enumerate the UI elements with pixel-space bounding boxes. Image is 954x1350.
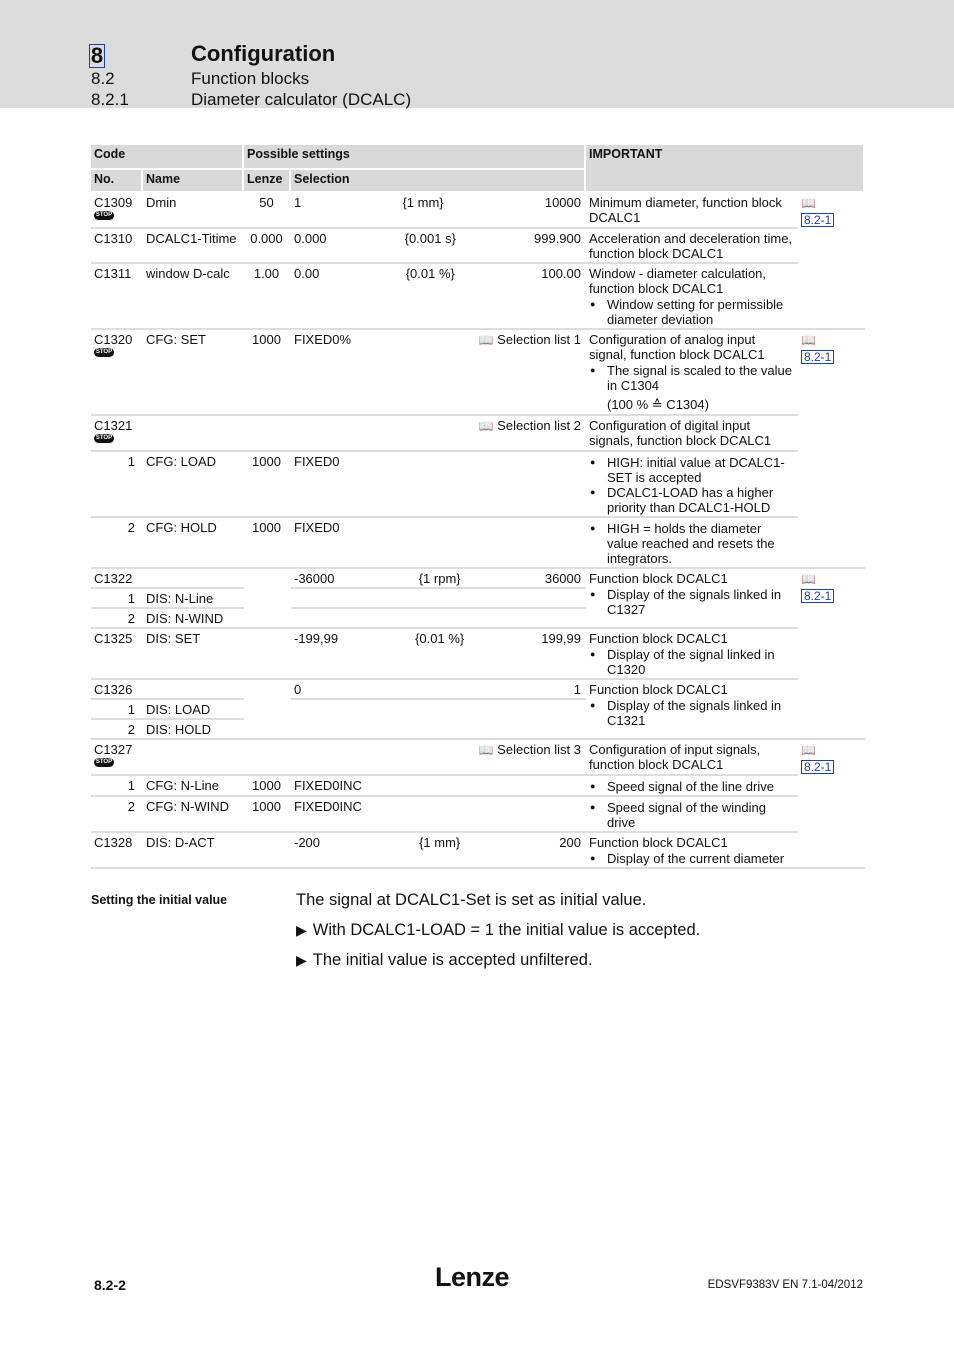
lenze-cell: 0.000 — [243, 228, 290, 263]
reference-cell — [797, 568, 864, 628]
name-cell: DCALC1-Titime — [142, 228, 243, 263]
important-cell — [585, 451, 797, 517]
list-item: ● HIGH = holds the diameter value reached and resets the integrators. — [607, 521, 793, 566]
important-cell: Configuration of input signals, function block DCALC1 — [585, 739, 797, 775]
initial-value-text: The signal at DCALC1-Set is set as initial value. — [296, 891, 647, 909]
list-item: ● Speed signal of the line drive — [607, 779, 793, 794]
reference-cell — [797, 329, 864, 415]
table-row — [91, 832, 864, 868]
table-row — [91, 228, 864, 263]
section-title: Function blocks — [191, 69, 310, 88]
lenze-cell: 50 — [243, 192, 290, 228]
subcode-cell: 1 — [91, 451, 142, 517]
selection-cell: FIXED0% 📖 Selection list 1 — [290, 329, 585, 415]
book-icon: 📖 — [478, 333, 494, 347]
table-row — [91, 451, 864, 517]
code-cell: C1320 STOP — [91, 329, 142, 415]
table-row — [91, 796, 864, 832]
reference-link[interactable]: 8.2-1 — [801, 589, 834, 603]
important-cell: Function block DCALC1 ● Display of the signals linked in C1321 — [585, 679, 797, 739]
selection-cell: FIXED0 — [290, 451, 585, 517]
table-row — [91, 263, 864, 329]
code-cell: C1325 — [91, 628, 142, 679]
page-header — [0, 0, 954, 108]
arrow-right-icon: ▶ — [296, 952, 307, 968]
name-cell: DIS: LOAD — [142, 699, 243, 719]
important-cell — [585, 775, 797, 796]
reference-link[interactable]: 8.2-1 — [801, 760, 834, 774]
initial-value-bullet: ▶ The initial value is accepted unfiltered. — [296, 951, 593, 969]
subcode-cell: 2 — [91, 517, 142, 568]
list-item: ● HIGH: initial value at DCALC1-SET is accepted — [607, 455, 793, 485]
book-icon: 📖 — [801, 333, 816, 347]
subsection-number: 8.2.1 — [91, 90, 129, 109]
reference-link[interactable]: 8.2-1 — [801, 350, 834, 364]
important-cell: Configuration of analog input signal, function block DCALC1 ● The signal is scaled to the value in C1304 (100 % ≙ C1304) — [585, 329, 797, 415]
code-cell: C1311 — [91, 263, 142, 329]
name-cell: CFG: N-WIND — [142, 796, 243, 832]
important-cell: Function block DCALC1 ● Display of the signal linked in C1320 — [585, 628, 797, 679]
page-number: 8.2-2 — [94, 1277, 126, 1293]
selection-cell: FIXED0INC — [290, 796, 585, 832]
table-row — [91, 517, 864, 568]
book-icon: 📖 — [801, 572, 816, 586]
stop-icon: STOP — [95, 759, 113, 765]
subsection-title: Diameter calculator (DCALC) — [191, 90, 412, 109]
name-cell: window D-calc — [142, 263, 243, 329]
list-item: ● Display of the signals linked in C1321 — [607, 698, 793, 728]
document-id: EDSVF9383V EN 7.1-04/2012 — [707, 1279, 863, 1291]
table-row — [91, 775, 864, 796]
important-cell: Configuration of digital input signals, function block DCALC1 — [585, 415, 797, 451]
code-cell: C1328 — [91, 832, 142, 868]
list-item: ● DCALC1-LOAD has a higher priority than DCALC1-HOLD — [607, 485, 793, 515]
important-cell: Minimum diameter, function block DCALC1 — [585, 192, 797, 228]
selection-cell: 📖 Selection list 2 — [290, 415, 585, 451]
selection-cell: FIXED0INC — [290, 775, 585, 796]
code-table — [91, 145, 865, 869]
list-item: ● Display of the signals linked in C1327 — [607, 587, 793, 617]
selection-cell: 1 {1 mm} 10000 — [290, 192, 585, 228]
list-item: ● Speed signal of the winding drive — [607, 800, 793, 830]
chapter-number[interactable]: 8 — [90, 43, 104, 68]
table-header-row — [91, 145, 864, 169]
code-cell: C1321 STOP — [91, 415, 142, 451]
selection-cell: 0.000 {0.001 s} 999.900 — [290, 228, 585, 263]
code-cell: C1310 — [91, 228, 142, 263]
book-icon: 📖 — [801, 743, 816, 757]
lenze-cell: 1.00 — [243, 263, 290, 329]
selection-cell: 📖 Selection list 3 — [290, 739, 585, 775]
lenze-cell: 1000 — [243, 329, 290, 415]
reference-cell — [797, 739, 864, 775]
table-row — [91, 329, 864, 415]
code-cell: C1327 STOP — [91, 739, 142, 775]
table-row — [91, 192, 864, 228]
lenze-cell: 1000 — [243, 796, 290, 832]
selection-cell: 0 1 — [290, 679, 585, 699]
list-item: ● Display of the signal linked in C1320 — [607, 647, 793, 677]
reference-link[interactable]: 8.2-1 — [801, 213, 834, 227]
selection-cell: -199,99 {0.01 %} 199,99 — [290, 628, 585, 679]
stop-icon: STOP — [95, 435, 113, 441]
initial-value-heading: Setting the initial value — [91, 893, 228, 907]
code-cell: C1309 STOP — [91, 192, 142, 228]
book-icon: 📖 — [801, 196, 816, 210]
subcode-cell: 2 — [91, 796, 142, 832]
selection-cell: 0.00 {0.01 %} 100.00 — [290, 263, 585, 329]
important-cell: Acceleration and deceleration time, function block DCALC1 — [585, 228, 797, 263]
name-cell: DIS: N-WIND — [142, 608, 243, 628]
initial-value-bullet: ▶ With DCALC1-LOAD = 1 the initial value is accepted. — [296, 921, 701, 939]
name-cell: CFG: N-Line — [142, 775, 243, 796]
name-cell: CFG: LOAD — [142, 451, 243, 517]
header-no: No. — [91, 169, 142, 192]
name-cell: DIS: D-ACT — [142, 832, 243, 868]
important-cell — [585, 517, 797, 568]
important-cell: Function block DCALC1 ● Display of the current diameter — [585, 832, 797, 868]
subcode-cell: 1 — [91, 775, 142, 796]
list-item: ● Window setting for permissible diameter deviation — [607, 297, 793, 327]
lenze-logo: Lenze — [435, 1262, 510, 1292]
chapter-title: Configuration — [191, 41, 336, 66]
code-cell: C1322 — [91, 568, 142, 588]
header-name: Name — [142, 169, 243, 192]
code-cell: C1326 — [91, 679, 142, 699]
scaling-note: (100 % ≙ C1304) — [607, 397, 709, 412]
name-cell: CFG: HOLD — [142, 517, 243, 568]
selection-cell: -36000 {1 rpm} 36000 — [290, 568, 585, 588]
name-cell: Dmin — [142, 192, 243, 228]
book-icon: 📖 — [478, 743, 494, 757]
header-lenze: Lenze — [243, 169, 290, 192]
name-cell: DIS: SET — [142, 628, 243, 679]
header-important: IMPORTANT — [585, 145, 864, 192]
header-selection: Selection — [290, 169, 585, 192]
table-row — [91, 628, 864, 679]
table-row — [91, 568, 864, 588]
list-item: ● The signal is scaled to the value in C1304 — [607, 363, 793, 393]
selection-cell: -200 {1 mm} 200 — [290, 832, 585, 868]
header-code: Code — [91, 145, 243, 169]
arrow-right-icon: ▶ — [296, 922, 307, 938]
header-possible-settings: Possible settings — [243, 145, 585, 169]
important-cell: Function block DCALC1 ● Display of the signals linked in C1327 — [585, 568, 797, 628]
lenze-cell: 1000 — [243, 451, 290, 517]
list-item: ● Display of the current diameter — [607, 851, 793, 866]
subcode-cell: 2 — [91, 719, 142, 739]
important-cell — [585, 796, 797, 832]
selection-cell: FIXED0 — [290, 517, 585, 568]
table-row — [91, 679, 864, 699]
book-icon: 📖 — [478, 419, 494, 433]
lenze-cell: 1000 — [243, 775, 290, 796]
subcode-cell: 2 — [91, 608, 142, 628]
important-cell: Window - diameter calculation, function block DCALC1 ● Window setting for permissible diameter deviation — [585, 263, 797, 329]
lenze-cell: 1000 — [243, 517, 290, 568]
subcode-cell: 1 — [91, 699, 142, 719]
stop-icon: STOP — [95, 212, 113, 218]
table-row — [91, 739, 864, 775]
name-cell: DIS: N-Line — [142, 588, 243, 608]
reference-cell — [797, 192, 864, 228]
name-cell: CFG: SET — [142, 329, 243, 415]
section-number: 8.2 — [91, 69, 115, 88]
subcode-cell: 1 — [91, 588, 142, 608]
name-cell: DIS: HOLD — [142, 719, 243, 739]
table-row — [91, 415, 864, 451]
stop-icon: STOP — [95, 349, 113, 355]
